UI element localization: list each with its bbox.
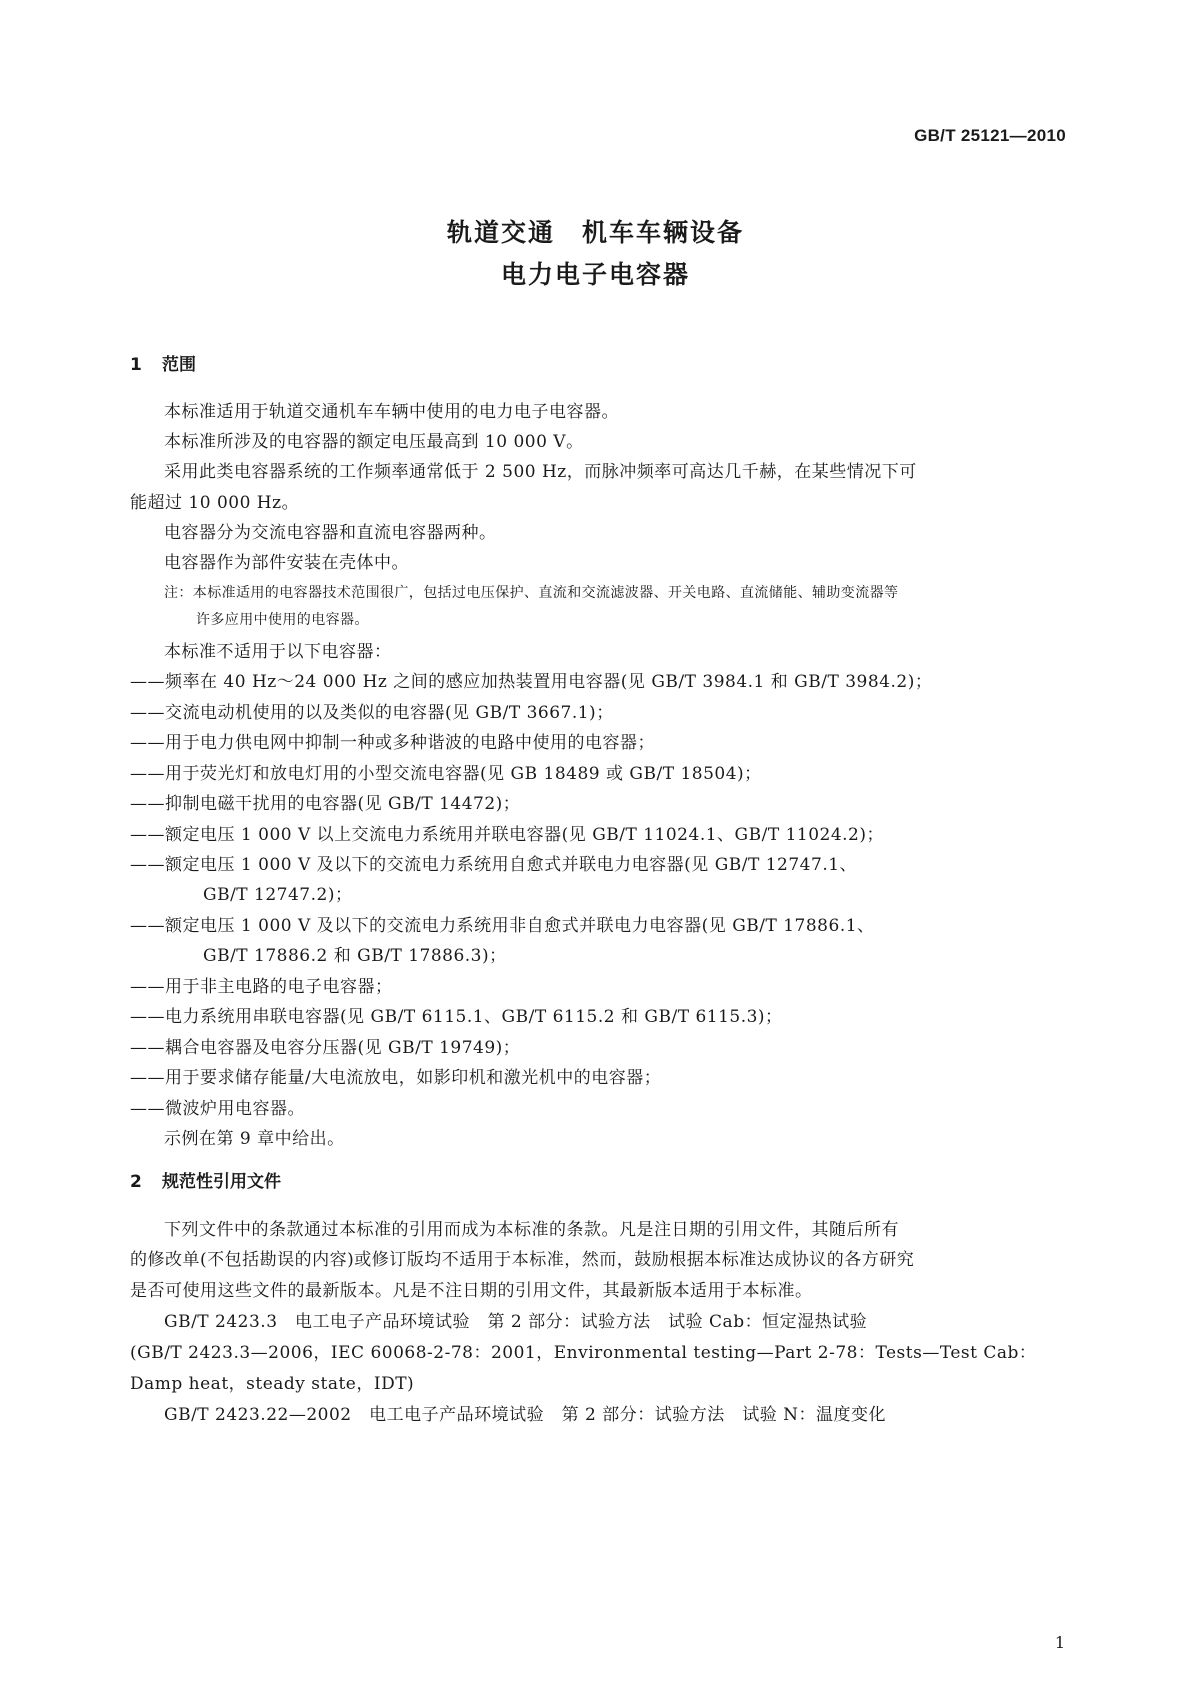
section-title: 范围 [162,355,196,375]
example-line: 示例在第 9 章中给出。 [164,1129,345,1149]
exclusion-item: ——用于电力供电网中抑制一种或多种谐波的电路中使用的电容器； [130,733,655,753]
exclusion-item: ——抑制电磁干扰用的电容器(见 GB/T 14472)； [130,794,521,814]
exclusion-item: ——用于非主电路的电子电容器； [130,977,393,997]
note-line: 许多应用中使用的电容器。 [196,612,369,628]
exclusion-item-continuation: GB/T 12747.2)； [203,885,353,905]
title-line-2: 电力电子电容器 [500,260,690,289]
paragraph-line: 是否可使用这些文件的最新版本。凡是不注日期的引用文件，其最新版本适用于本标准。 [130,1281,813,1301]
paragraph-line: 本标准所涉及的电容器的额定电压最高到 10 000 V。 [164,432,584,452]
paragraph-line: 电容器分为交流电容器和直流电容器两种。 [164,523,497,543]
section-2-heading [130,1167,281,1192]
section-number: 1 [130,355,142,375]
exclusion-item: ——频率在 40 Hz～24 000 Hz 之间的感应加热装置用电容器(见 GB/T 3984.1 和 GB/T 3984.2)； [130,672,933,692]
exclusion-item: ——用于要求储存能量/大电流放电，如影印机和激光机中的电容器； [130,1068,662,1088]
paragraph-line: 本标准适用于轨道交通机车车辆中使用的电力电子电容器。 [164,402,619,422]
document-number: GB/T 25121—2010 [914,126,1066,145]
paragraph-line: 下列文件中的条款通过本标准的引用而成为本标准的条款。凡是注日期的引用文件，其随后所有 [164,1220,899,1240]
exclusion-item-continuation: GB/T 17886.2 和 GB/T 17886.3)； [203,946,507,966]
title-line-1: 轨道交通 机车车辆设备 [446,218,744,247]
exclusion-item: ——额定电压 1 000 V 及以下的交流电力系统用自愈式并联电力电容器(见 GB/T 12747.1、 [130,855,858,875]
paragraph-line: 电容器作为部件安装在壳体中。 [164,553,409,573]
page-number: 1 [1054,1633,1065,1652]
reference-line: GB/T 2423.22—2002 电工电子产品环境试验 第 2 部分：试验方法 试验 N：温度变化 [164,1405,887,1425]
paragraph-line: 的修改单(不包括勘误的内容)或修订版均不适用于本标准，然而，鼓励根据本标准达成协议的各方研究 [130,1250,915,1270]
section-1-heading [130,350,196,375]
note-line: 注：本标准适用的电容器技术范围很广，包括过电压保护、直流和交流滤波器、开关电路、直流储能、辅助变流器等 [164,585,899,601]
reference-line: Damp heat，steady state，IDT) [130,1374,415,1394]
exclusion-item: ——额定电压 1 000 V 以上交流电力系统用并联电容器(见 GB/T 11024.1、GB/T 11024.2)； [130,825,885,845]
exclusion-item: ——用于荧光灯和放电灯用的小型交流电容器(见 GB 18489 或 GB/T 18504)； [130,764,762,784]
reference-line: (GB/T 2423.3—2006，IEC 60068-2-78：2001，Environmental testing—Part 2-78：Tests—Test Cab： [130,1343,1037,1363]
exclusion-intro: 本标准不适用于以下电容器： [164,642,392,662]
section-number: 2 [130,1172,142,1192]
exclusion-item: ——电力系统用串联电容器(见 GB/T 6115.1、GB/T 6115.2 和 GB/T 6115.3)； [130,1007,783,1027]
paragraph-line: 采用此类电容器系统的工作频率通常低于 2 500 Hz，而脉冲频率可高达几千赫，在某些情况下可 [164,462,917,482]
exclusion-item: ——交流电动机使用的以及类似的电容器(见 GB/T 3667.1)； [130,703,614,723]
paragraph-line: 能超过 10 000 Hz。 [130,493,300,513]
section-title: 规范性引用文件 [162,1172,281,1192]
exclusion-item: ——耦合电容器及电容分压器(见 GB/T 19749)； [130,1038,521,1058]
reference-line: GB/T 2423.3 电工电子产品环境试验 第 2 部分：试验方法 试验 Cab：恒定湿热试验 [164,1312,868,1332]
exclusion-item: ——额定电压 1 000 V 及以下的交流电力系统用非自愈式并联电力电容器(见 GB/T 17886.1、 [130,916,875,936]
exclusion-item: ——微波炉用电容器。 [130,1099,305,1119]
